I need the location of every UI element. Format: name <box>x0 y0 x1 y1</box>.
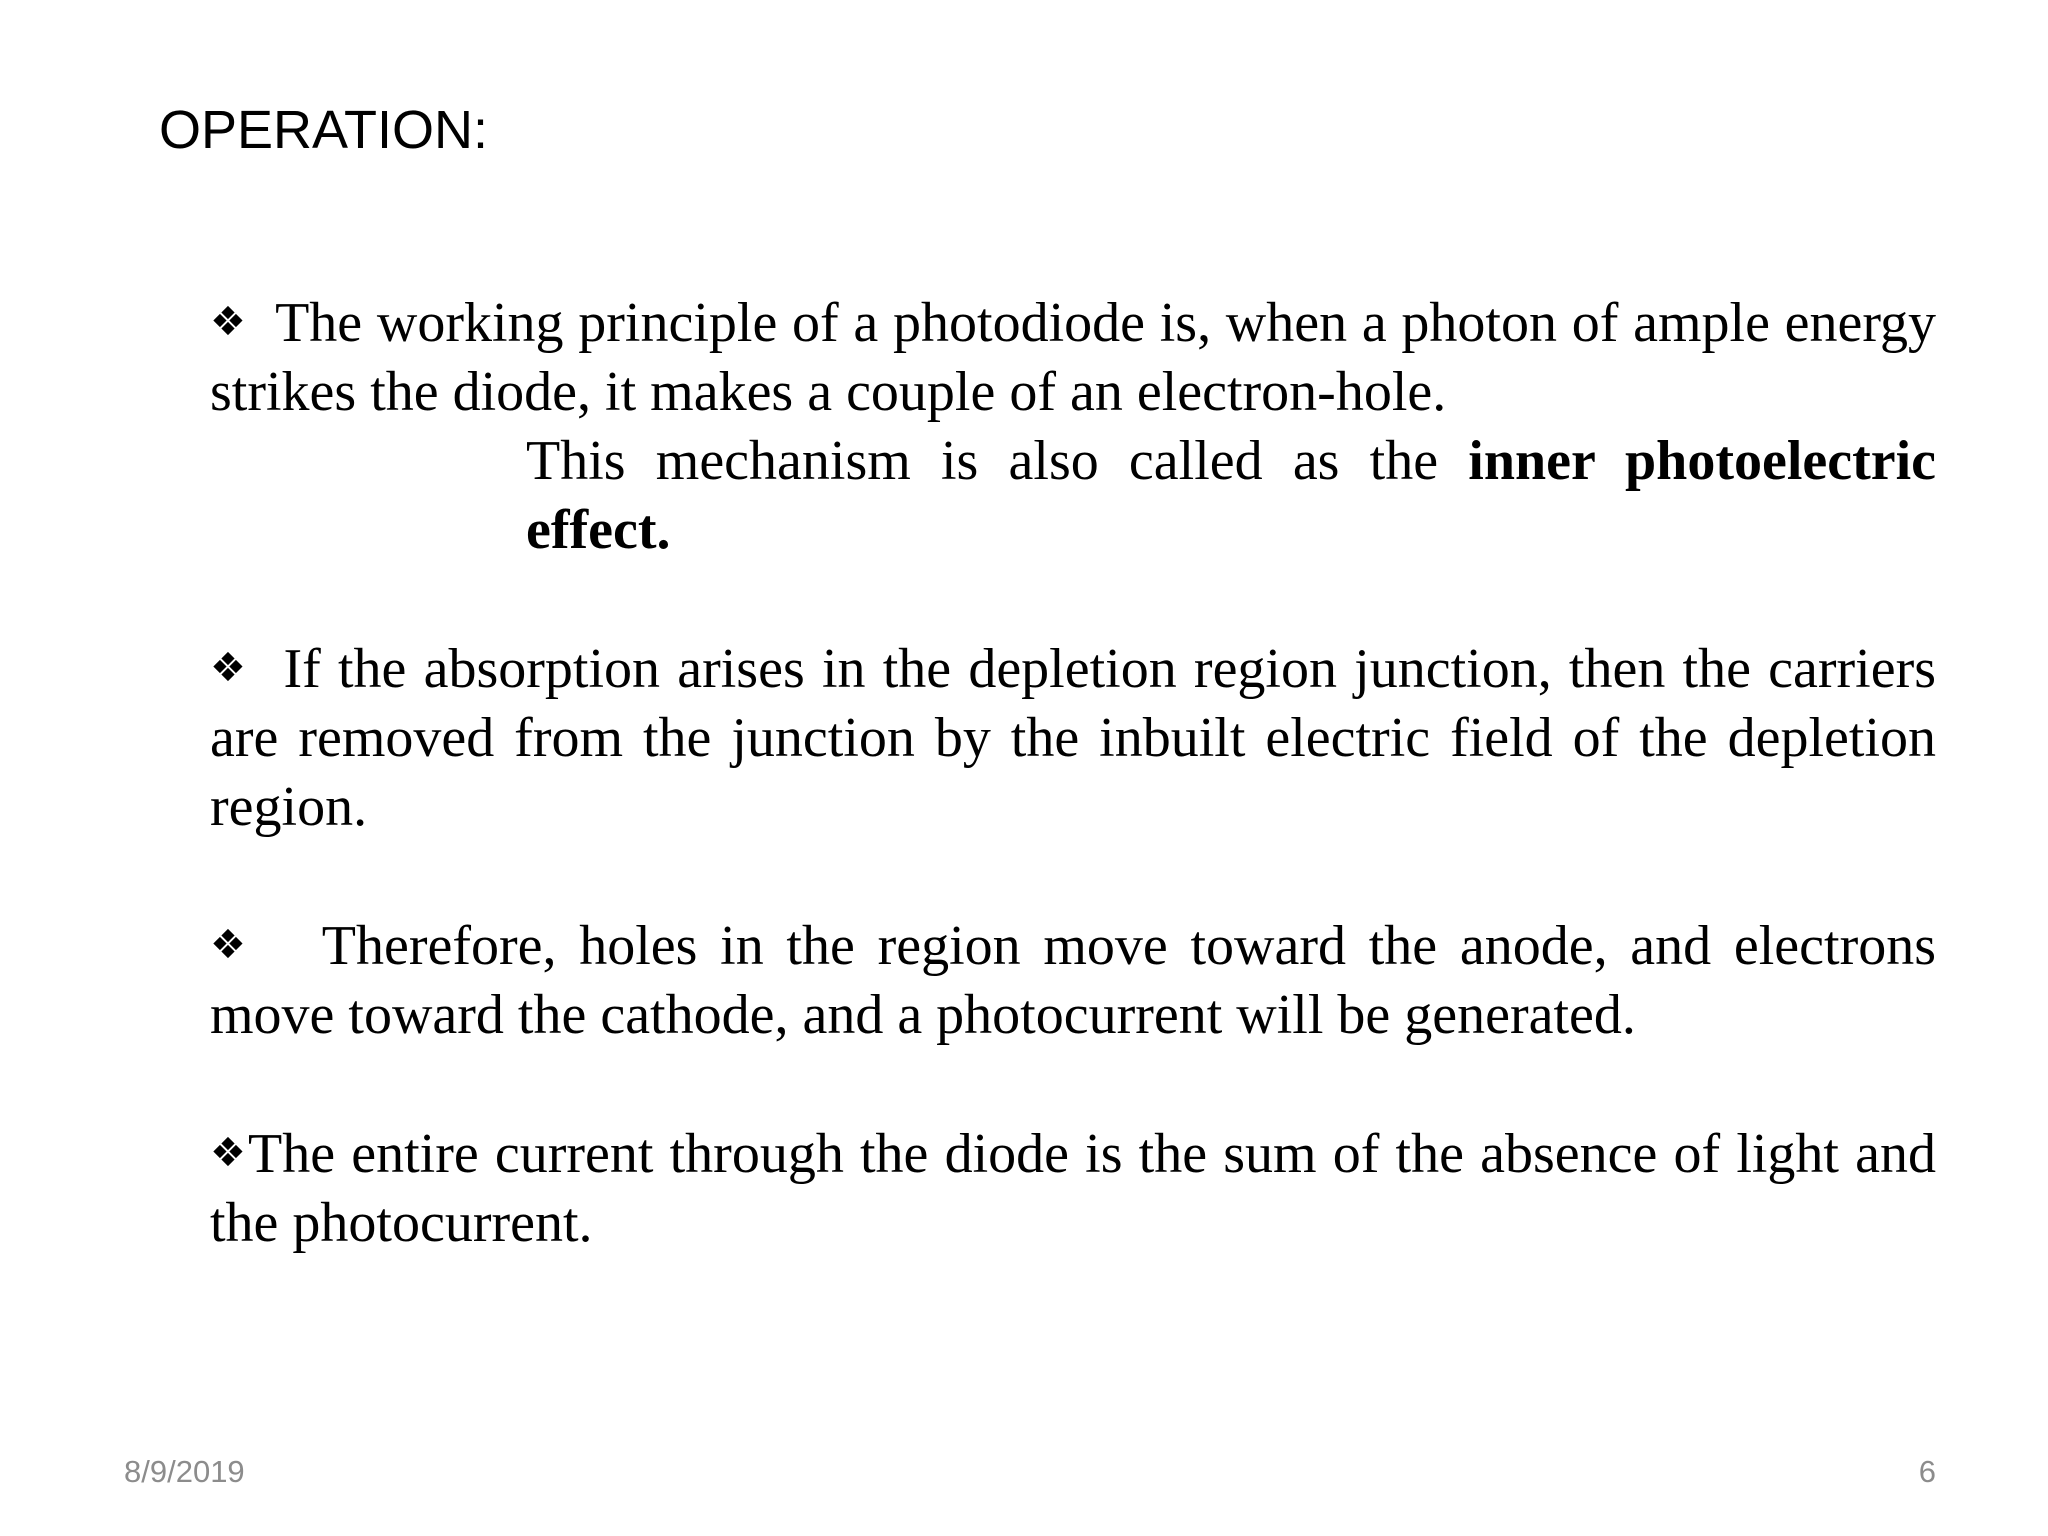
bullet-1-continuation-line <box>210 427 1936 565</box>
diamond-bullet-icon: ❖ <box>210 1130 249 1176</box>
bullet-1-text: The working principle of a photodiode is, when a photon of ample energy strikes the diode, it makes a couple of an electron-hole. <box>210 292 1937 423</box>
diamond-bullet-icon: ❖ <box>210 645 250 691</box>
bullet-paragraph-1 <box>210 288 1936 427</box>
slide-title: OPERATION: <box>159 100 489 160</box>
paragraph-spacer <box>210 565 1936 634</box>
footer-date: 8/9/2019 <box>124 1454 245 1489</box>
bullet-2-text: If the absorption arises in the depletion region junction, then the carriers are removed from the junction by the inbuilt electric field of the depletion region. <box>210 638 1937 838</box>
slide-page-number: 6 <box>1918 1454 1936 1489</box>
diamond-bullet-icon: ❖ <box>210 299 247 345</box>
paragraph-spacer <box>210 842 1936 911</box>
bullet-1-continuation-text: This mechanism is also called as the <box>526 430 1439 492</box>
bullet-3-text: Therefore, holes in the region move toward the anode, and electrons move toward the cathode, and a photocurrent will be generated. <box>210 915 1937 1046</box>
bullet-paragraph-4 <box>210 1119 1936 1258</box>
bullet-1-continuation <box>210 427 1936 565</box>
paragraph-spacer <box>210 1050 1936 1119</box>
diamond-bullet-icon: ❖ <box>210 922 255 968</box>
bullet-4-text: The entire current through the diode is the sum of the absence of light and the photocurrent. <box>210 1123 1937 1254</box>
inner-photoelectric-effect-term: inner photoelectric effect. <box>526 430 1937 561</box>
bullet-paragraph-2 <box>210 634 1936 842</box>
slide-content <box>210 288 1936 1258</box>
bullet-paragraph-3 <box>210 911 1936 1050</box>
